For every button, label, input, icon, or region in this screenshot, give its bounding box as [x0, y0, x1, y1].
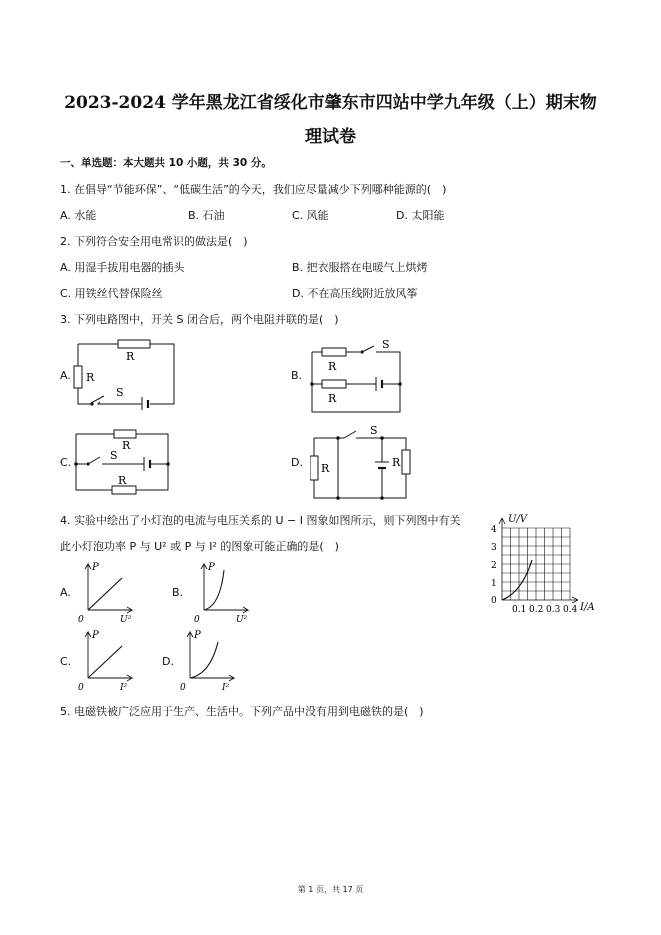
ui-graph-ytick-4: 4 — [491, 525, 497, 535]
ui-graph-xtick-2: 0.2 — [529, 605, 544, 615]
graph-b-origin: 0 — [194, 615, 200, 624]
q2-option-d: D. 不在高压线附近放风筝 — [292, 287, 418, 300]
circuit-d-switch: S — [370, 424, 378, 437]
question-3-stem: 3. 下列电路图中，开关 S 闭合后，两个电阻并联的是( ) — [60, 313, 339, 326]
q1-option-d: D. 太阳能 — [396, 209, 445, 222]
ui-graph-origin: 0 — [491, 596, 497, 606]
circuit-a-diagram — [70, 336, 182, 410]
circuit-d-diagram — [310, 424, 414, 500]
circuit-b-diagram — [308, 338, 408, 414]
p-graph-b — [192, 558, 254, 624]
graph-b-x: U² — [236, 615, 248, 624]
ui-graph-x-label: I/A — [580, 602, 595, 613]
q2-option-a: A. 用湿手拔用电器的插头 — [60, 261, 185, 274]
ui-graph-ytick-2: 2 — [491, 561, 497, 571]
graph-a-x: U² — [120, 615, 132, 624]
circuit-d-r-left: R — [321, 462, 330, 475]
circuit-c-diagram — [72, 424, 174, 496]
section-header: 一、单选题：本大题共 10 小题，共 30 分。 — [60, 157, 272, 169]
q1-option-c: C. 风能 — [292, 209, 329, 222]
q3-option-b-label: B. — [291, 369, 303, 382]
ui-graph-xtick-1: 0.1 — [512, 605, 527, 615]
circuit-b-r-bottom: R — [328, 392, 337, 405]
graph-c-x: I² — [120, 683, 128, 692]
p-graph-c — [76, 626, 138, 692]
circuit-d-r-right: R — [392, 456, 401, 469]
circuit-c-r-top: R — [122, 439, 131, 452]
ui-graph — [480, 510, 600, 620]
q1-option-a: A. 水能 — [60, 209, 97, 222]
q4-option-b-label: B. — [172, 586, 184, 599]
graph-c-origin: 0 — [78, 683, 84, 692]
q4-option-c-label: C. — [60, 655, 72, 668]
question-2-stem: 2. 下列符合安全用电常识的做法是( ) — [60, 235, 248, 248]
circuit-a-r-top: R — [126, 350, 135, 363]
graph-c-y: P — [92, 630, 99, 641]
p-graph-d — [178, 626, 240, 692]
q3-option-a-label: A. — [60, 369, 71, 382]
graph-d-origin: 0 — [180, 683, 186, 692]
circuit-c-r-bottom: R — [118, 474, 127, 487]
q2-option-b: B. 把衣服搭在电暖气上烘烤 — [292, 261, 428, 274]
graph-d-x: I² — [222, 683, 230, 692]
q2-option-c: C. 用铁丝代替保险丝 — [60, 287, 163, 300]
ui-graph-xtick-4: 0.4 — [563, 605, 578, 615]
graph-a-origin: 0 — [78, 615, 84, 624]
q4-option-a-label: A. — [60, 586, 71, 599]
ui-graph-ytick-3: 3 — [491, 543, 497, 553]
circuit-a-switch: S — [116, 386, 124, 399]
circuit-b-switch: S — [382, 338, 390, 351]
graph-b-y: P — [208, 562, 215, 573]
q3-option-c-label: C. — [60, 456, 72, 469]
graph-a-y: P — [92, 562, 99, 573]
graph-d-y: P — [194, 630, 201, 641]
question-4-stem-line2: 此小灯泡功率 P 与 U² 或 P 与 I² 的图象可能正确的是( ) — [60, 540, 339, 553]
ui-graph-xtick-3: 0.3 — [546, 605, 561, 615]
p-graph-a — [76, 558, 138, 624]
question-4-stem-line1: 4. 实验中绘出了小灯泡的电流与电压关系的 U − I 图象如图所示，则下列图中有关 — [60, 514, 461, 527]
circuit-b-r-top: R — [328, 360, 337, 373]
paper-title-line1: 2023-2024 学年黑龙江省绥化市肇东市四站中学九年级（上）期末物 — [64, 93, 597, 113]
question-1-stem: 1. 在倡导“节能环保”、“低碳生活”的今天，我们应尽量减少下列哪种能源的( ) — [60, 183, 447, 196]
ui-graph-ytick-1: 1 — [491, 579, 497, 589]
q3-option-d-label: D. — [291, 456, 303, 469]
question-5-stem: 5. 电磁铁被广泛应用于生产、生活中。下列产品中没有用到电磁铁的是( ) — [60, 705, 424, 718]
circuit-c-switch: S — [110, 449, 118, 462]
ui-graph-y-label: U/V — [508, 514, 528, 525]
page-footer: 第 1 页，共 17 页 — [297, 885, 364, 894]
q1-option-b: B. 石油 — [188, 209, 225, 222]
paper-title-line2: 理试卷 — [305, 127, 356, 147]
circuit-a-r-left: R — [86, 371, 95, 384]
q4-option-d-label: D. — [162, 655, 174, 668]
